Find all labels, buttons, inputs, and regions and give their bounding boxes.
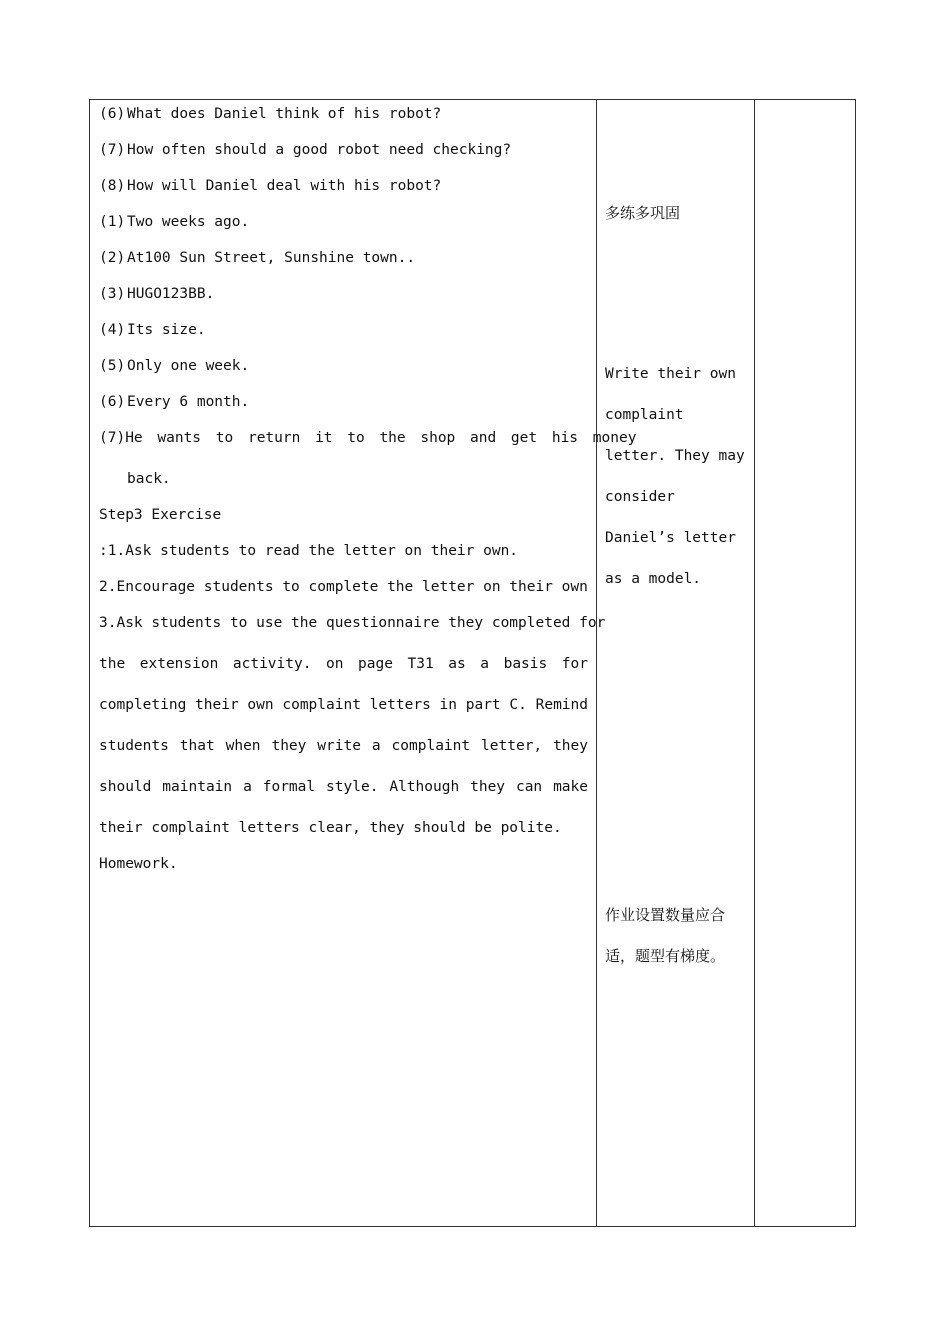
question-number: (6)	[99, 106, 126, 122]
practice-note: 多练多巩固	[605, 204, 681, 222]
question-text: How will Daniel deal with his robot?	[127, 178, 442, 194]
answer-item	[99, 428, 637, 448]
answer-text: Two weeks ago.	[127, 214, 250, 230]
exercise-paragraph-line: students that when they write a complaint letter, they	[99, 738, 588, 754]
answer-text: Every 6 month.	[127, 394, 250, 410]
write-note-line: as a model.	[605, 571, 702, 587]
exercise-paragraph-line: should maintain a formal style. Although they can make	[99, 779, 588, 795]
question-item	[99, 140, 511, 160]
write-note-line: consider	[605, 489, 675, 505]
answer-item	[99, 320, 206, 340]
answer-number: (5)	[99, 358, 126, 374]
question-number: (8)	[99, 178, 126, 194]
write-note-line: letter. They may	[605, 448, 745, 464]
question-number: (7)	[99, 142, 126, 158]
answer-continuation: back.	[127, 471, 171, 487]
answer-item	[99, 284, 214, 304]
exercise-item: :1.Ask students to read the letter on their own.	[99, 543, 519, 559]
question-text: How often should a good robot need checking?	[127, 142, 512, 158]
exercise-paragraph-line: completing their own complaint letters in part C. Remind	[99, 697, 588, 713]
answer-text: Its size.	[127, 322, 206, 338]
answer-number: (3)	[99, 286, 126, 302]
step-heading: Step3 Exercise	[99, 507, 222, 523]
answer-text: Only one week.	[127, 358, 250, 374]
question-item	[99, 104, 441, 124]
write-note-line: Write their own	[605, 366, 736, 382]
question-item	[99, 176, 441, 196]
homework-note-line: 作业设置数量应合	[605, 906, 726, 924]
lesson-table	[89, 99, 856, 1227]
answer-number: (7)	[99, 430, 126, 446]
exercise-item: 2.Encourage students to complete the letter on their own	[99, 579, 588, 595]
answer-text: At100 Sun Street, Sunshine town..	[127, 250, 416, 266]
answer-text: He wants to return it to the shop and get his money	[125, 430, 637, 446]
write-note-line: complaint	[605, 407, 684, 423]
answer-number: (1)	[99, 214, 126, 230]
homework-note-line: 适，题型有梯度。	[605, 947, 726, 965]
answer-number: (2)	[99, 250, 126, 266]
answer-number: (6)	[99, 394, 126, 410]
remarks-column	[755, 100, 855, 1226]
column-divider-1	[596, 100, 597, 1226]
answer-item	[99, 248, 415, 268]
answer-item	[99, 356, 249, 376]
answer-item	[99, 212, 249, 232]
answer-item	[99, 392, 249, 412]
exercise-paragraph-line: their complaint letters clear, they should be polite.	[99, 820, 562, 836]
exercise-paragraph-line: the extension activity. on page T31 as a basis for	[99, 656, 588, 672]
homework-heading: Homework.	[99, 856, 178, 872]
exercise-paragraph-line: 3.Ask students to use the questionnaire they completed for	[99, 615, 606, 631]
answer-text: HUGO123BB.	[127, 286, 215, 302]
question-text: What does Daniel think of his robot?	[127, 106, 442, 122]
answer-number: (4)	[99, 322, 126, 338]
write-note-line: Daniel’s letter	[605, 530, 736, 546]
